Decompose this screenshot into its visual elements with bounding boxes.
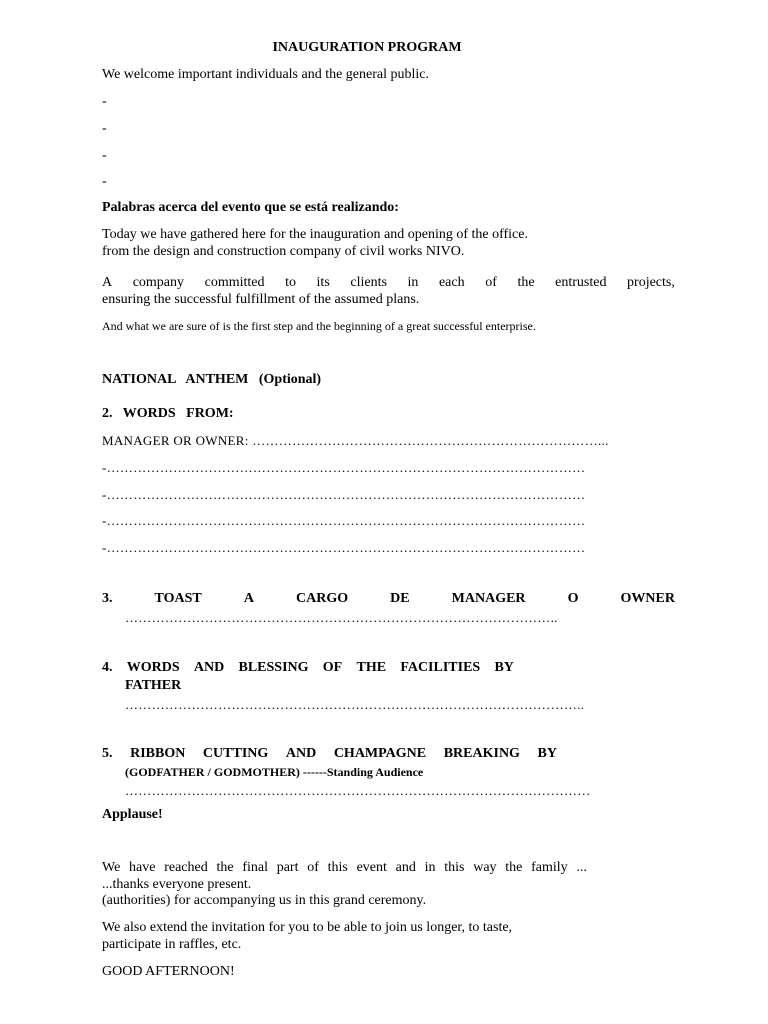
word: way bbox=[473, 860, 497, 875]
word: in bbox=[407, 275, 419, 290]
invite-line: participate in raffles, etc. bbox=[102, 937, 242, 952]
word: this bbox=[444, 860, 465, 875]
dotted-line: -……………………………………………………………………………………………… bbox=[102, 487, 586, 502]
word: in bbox=[424, 860, 436, 875]
item5-heading-cont: (GODFATHER / GODMOTHER) ------Standing Audience bbox=[125, 765, 424, 779]
word: CARGO bbox=[295, 591, 349, 606]
word: BLESSING bbox=[238, 660, 309, 675]
word: WORDS bbox=[126, 660, 180, 675]
word: the bbox=[517, 275, 535, 290]
dotted-line: -……………………………………………………………………………………………… bbox=[102, 460, 586, 475]
paragraph-small: And what we are sure of is the first step and the beginning of a great successful enterprise. bbox=[102, 319, 536, 333]
word: of bbox=[485, 275, 497, 290]
word: and bbox=[395, 860, 416, 875]
word: CUTTING bbox=[202, 746, 269, 761]
final-line: ...thanks everyone present. bbox=[102, 877, 252, 892]
dotted-line: ………………………………………………………………………………………….. bbox=[125, 697, 585, 712]
word: A bbox=[243, 591, 254, 606]
item4-heading bbox=[102, 660, 514, 676]
word: BREAKING bbox=[443, 746, 520, 761]
word: have bbox=[129, 860, 156, 875]
invite-line: We also extend the invitation for you to be able to join us longer, to taste, bbox=[102, 920, 513, 935]
word: A bbox=[102, 275, 113, 290]
final-line-justified bbox=[102, 860, 587, 876]
paragraph-line: Today we have gathered here for the inauguration and opening of the office. bbox=[102, 227, 528, 242]
paragraph-line: ensuring the successful fulfillment of the assumed plans. bbox=[102, 292, 420, 307]
word: 4. bbox=[102, 660, 113, 675]
word: family bbox=[531, 860, 568, 875]
dotted-line: …………………………………………………………………………………….. bbox=[125, 610, 558, 625]
word: We bbox=[102, 860, 121, 875]
dash-item: - bbox=[102, 148, 107, 163]
word: CHAMPAGNE bbox=[333, 746, 427, 761]
item5-heading bbox=[102, 746, 557, 762]
word: company bbox=[132, 275, 185, 290]
paragraph-line: from the design and construction company of civil works NIVO. bbox=[102, 244, 465, 259]
word: AND bbox=[193, 660, 225, 675]
word: the bbox=[216, 860, 234, 875]
word: FACILITIES bbox=[400, 660, 481, 675]
word: of bbox=[307, 860, 319, 875]
word: MANAGER bbox=[451, 591, 526, 606]
word: DE bbox=[390, 591, 410, 606]
word: OWNER bbox=[620, 591, 675, 606]
closing-line: GOOD AFTERNOON! bbox=[102, 964, 235, 979]
dotted-line: …………………………………………………………………………………………… bbox=[125, 783, 591, 798]
dotted-line: -……………………………………………………………………………………………… bbox=[102, 540, 586, 555]
document-title: INAUGURATION PROGRAM bbox=[272, 40, 462, 55]
word: projects, bbox=[627, 275, 675, 290]
word: O bbox=[567, 591, 579, 606]
dash-item: - bbox=[102, 121, 107, 136]
word: OF bbox=[322, 660, 343, 675]
final-line: (authorities) for accompanying us in this grand ceremony. bbox=[102, 893, 427, 908]
word: committed bbox=[204, 275, 265, 290]
word: the bbox=[505, 860, 523, 875]
word: part bbox=[276, 860, 299, 875]
dotted-line: -……………………………………………………………………………………………… bbox=[102, 513, 586, 528]
dash-item: - bbox=[102, 174, 107, 189]
manager-line: MANAGER OR OWNER: ……………………………………………………………………... bbox=[102, 433, 609, 448]
anthem-heading: NATIONAL ANTHEM (Optional) bbox=[102, 372, 322, 387]
word: event bbox=[356, 860, 387, 875]
word: to bbox=[285, 275, 296, 290]
applause: Applause! bbox=[102, 807, 163, 822]
word: entrusted bbox=[555, 275, 607, 290]
paragraph-line-justified bbox=[102, 275, 675, 291]
word: TOAST bbox=[154, 591, 202, 606]
dash-item: - bbox=[102, 94, 107, 109]
word: reached bbox=[164, 860, 208, 875]
word: 3. bbox=[102, 591, 113, 606]
word: its bbox=[316, 275, 330, 290]
word: ... bbox=[576, 860, 587, 875]
word: final bbox=[242, 860, 268, 875]
item4-heading-cont: FATHER bbox=[125, 678, 182, 693]
word: 5. bbox=[102, 746, 113, 761]
word: BY bbox=[537, 746, 557, 761]
word: RIBBON bbox=[130, 746, 186, 761]
word: clients bbox=[350, 275, 387, 290]
word: AND bbox=[285, 746, 317, 761]
word: THE bbox=[356, 660, 387, 675]
item3-heading bbox=[102, 591, 675, 607]
word: each bbox=[438, 275, 465, 290]
word: BY bbox=[494, 660, 514, 675]
welcome-line: We welcome important individuals and the general public. bbox=[102, 67, 429, 82]
words-heading: Palabras acerca del evento que se está realizando: bbox=[102, 200, 399, 215]
item2-heading: 2. WORDS FROM: bbox=[102, 406, 234, 421]
word: this bbox=[327, 860, 348, 875]
